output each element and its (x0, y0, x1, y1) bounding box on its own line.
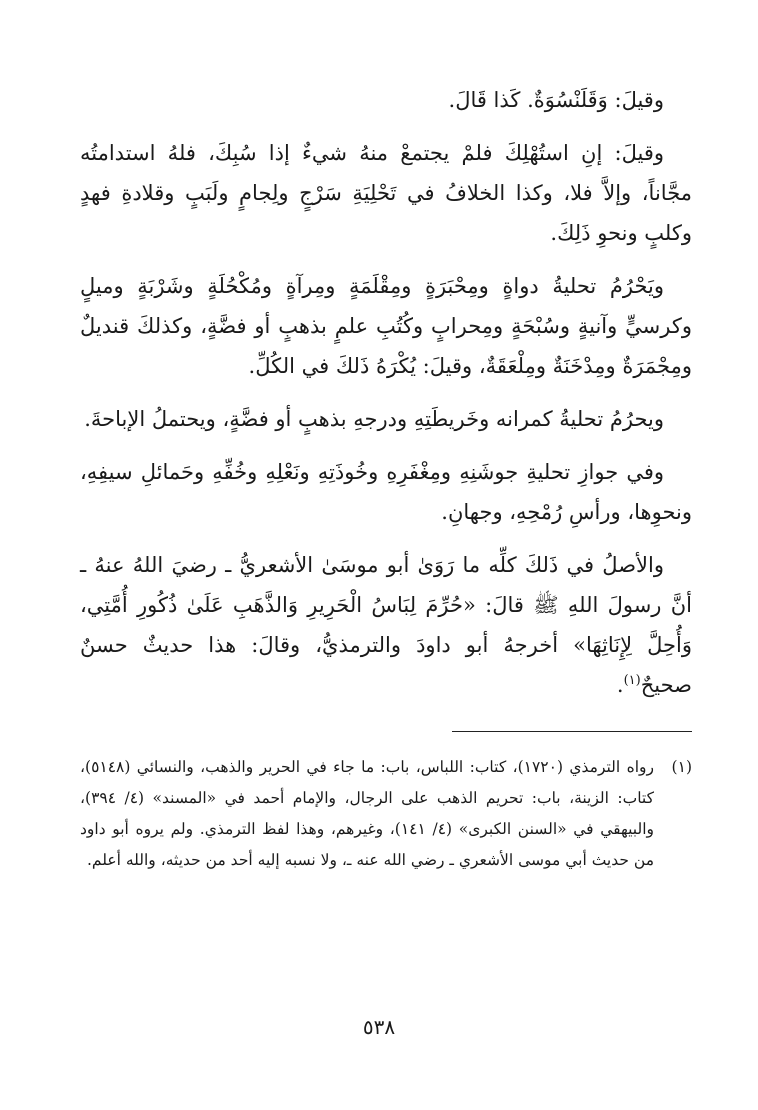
hadith-paragraph: والأصلُ في ذَلكَ كلِّه ما رَوَىٰ أبو موسَىٰ الأشعريُّ ـ رضيَ اللهُ عنهُ ـ أنَّ رسولَ اللهِ ﷺ قالَ: «حُرِّمَ لِبَاسُ الْحَرِيرِ وَالذَّهَبِ عَلَىٰ ذُكُورِ أُمَّتِي، وَأُحِلَّ لِإِنَاثِهَا» أخرجهُ أبو داودَ والترمذيُّ، وقالَ: هذا حديثٌ حسنٌ صحيحٌ$^{(١)}$. (80, 553, 692, 697)
paragraph-4: ويحرُمُ تحليةُ كمرانه وخَريطَتِهِ ودرجهِ بذهبٍ أو فضَّةٍ، ويحتملُ الإباحةَ. (84, 407, 664, 431)
page-body (80, 70, 692, 876)
hadith-text: والأصلُ في ذَلكَ كلِّه ما رَوَىٰ أبو موسَىٰ الأشعريُّ ـ رضيَ اللهُ عنهُ ـ أنَّ رسولَ اللهِ ﷺ قالَ: «حُرِّمَ لِبَاسُ الْحَرِيرِ وَالذَّهَبِ عَلَىٰ ذُكُورِ أُمَّتِي، وَأُحِلَّ لِإِنَاثِهَا» أخرجهُ أبو داودَ والترمذيُّ، وقالَ: هذا حديثٌ حسنٌ صحيحٌ (80, 553, 692, 697)
page-number: ٥٣٨ (362, 1015, 396, 1039)
footnote-divider (452, 731, 692, 732)
paragraph-5: وفي جوازِ تحليةِ جوشَنِهِ ومِغْفَرِهِ وخُوذَتِهِ ونَعْلِهِ وخُفِّهِ وحَمائلِ سيفِهِ، ونحوِها، ورأسِ رُمْحِهِ، وجهانِ. (80, 460, 692, 524)
paragraph-3: ويَحْرُمُ تحليةُ دواةٍ ومِحْبَرَةٍ ومِقْلَمَةٍ ومِرآةٍ ومُكْحُلَةٍ وشَرْبَةٍ وميلٍ وكرسيٍّ وآنيةٍ وسُبْحَةٍ ومِحرابٍ وكُتُبِ علمٍ بذهبٍ أو فضَّةٍ، وكذلكَ قنديلٌ ومِجْمَرَةٌ ومِدْخَنَةٌ ومِلْعَقَةٌ، وقيلَ: يُكْرَهُ ذَلكَ في الكُلِّ. (80, 274, 692, 378)
footnote-reference[interactable]: (١) (623, 673, 641, 688)
footnote (80, 752, 692, 876)
paragraph-1: وقيلَ: وَقَلَنْسُوَةٌ. كَذا قَالَ. (448, 88, 664, 112)
footnote-number: (١) (671, 758, 692, 776)
footnote-text: رواه الترمذي (١٧٢٠)، كتاب: اللباس، باب: ما جاء في الحرير والذهب، والنسائي (٥١٤٨)، كتاب: الزينة، باب: تحريم الذهب على الرجال، والإمام أحمد في «المسند» (٤/ ٣٩٤)، والبيهقي في «السنن الكبرى» (٤/ ١٤١)، وغيرهم، وهذا لفظ الترمذي. ولم يروه أبو داود من حديث أبي موسى الأشعري ـ رضي الله عنه ـ، ولا نسبه إليه أحد من حديثه، والله أعلم. (80, 758, 654, 869)
paragraph-2: وقيلَ: إنِ استُهْلِكَ فلمْ يجتمعْ منهُ شيءٌ إذا سُبِكَ، فلهُ استدامتُه مجَّاناً، وإلاَّ فلا، وكذا الخلافُ في تَحْلِيَةِ سَرْجٍ ولِجامٍ ولَبَبٍ وقلادةِ فهدٍ وكلبٍ ونحوِ ذَلِكَ. (80, 141, 692, 245)
